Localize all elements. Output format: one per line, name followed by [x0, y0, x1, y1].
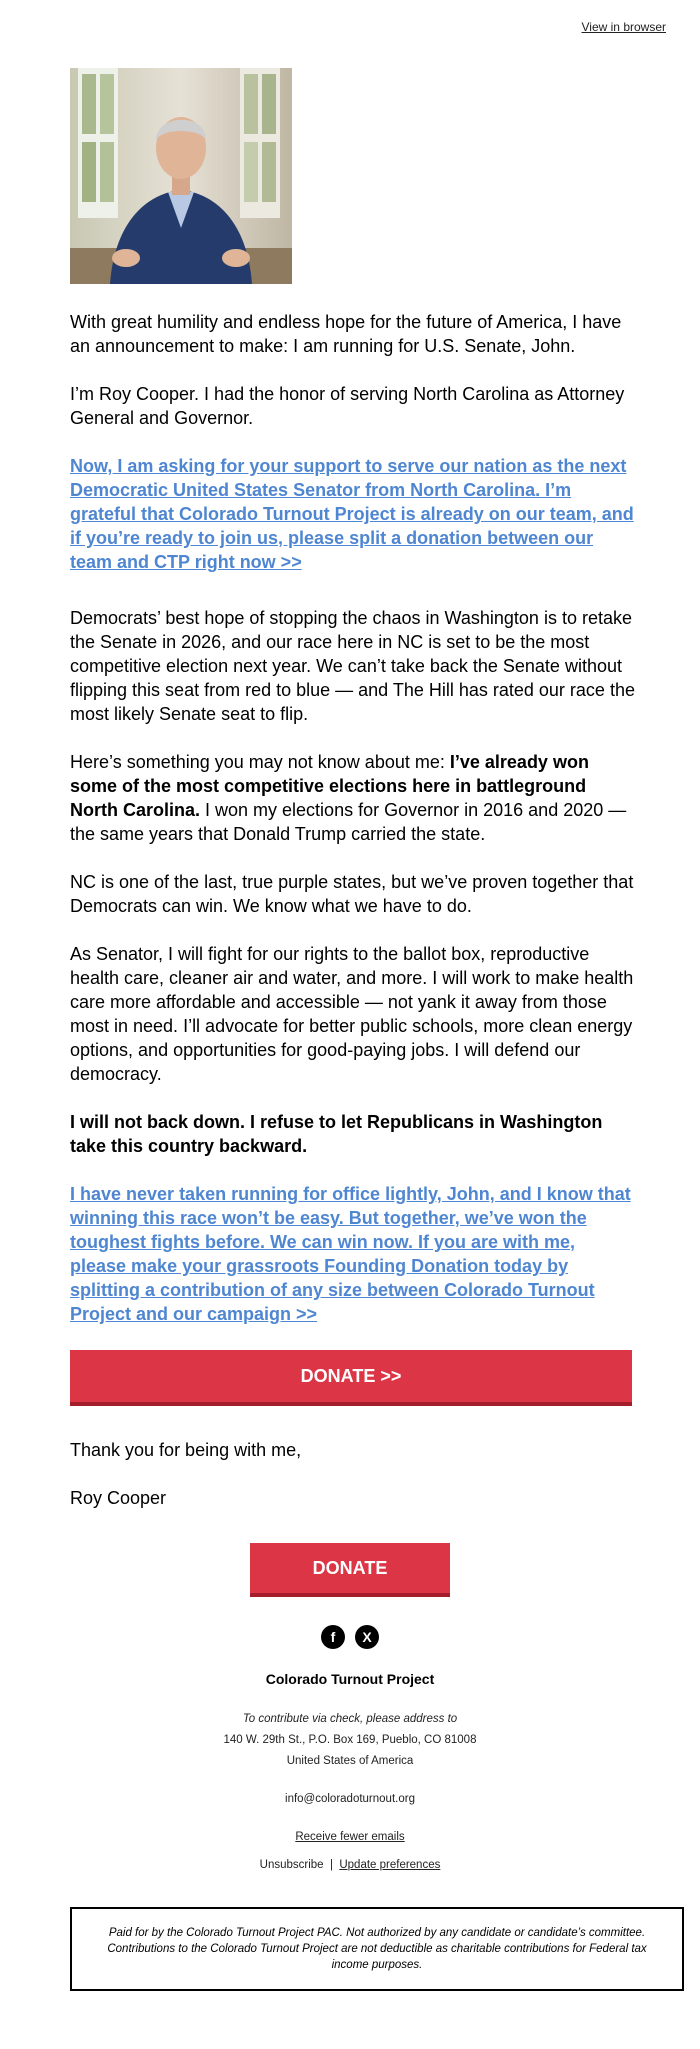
x-twitter-icon[interactable]: X [355, 1625, 379, 1649]
email-body [70, 310, 636, 1534]
candidate-photo [70, 68, 292, 284]
separator: | [329, 1859, 333, 1871]
donation-link-1[interactable]: Now, I am asking for your support to serve our nation as the next Democratic United States Senator from North Carolina. I’m grateful that Colorado Turnout Project is already on our team, and if you’re ready to join us, please split a donation between our team and CTP right now >> [70, 456, 634, 572]
unsubscribe-link[interactable]: Unsubscribe [259, 1859, 324, 1871]
paragraph: Democrats’ best hope of stopping the chaos in Washington is to retake the Senate in 2026, and our race here in NC is set to be the most competitive election next year. We can’t take back the Senate without flipping this seat from red to blue — and The Hill has rated our race the most likely Senate seat to flip. [70, 608, 635, 724]
check-note: To contribute via check, please address to [242, 1713, 458, 1725]
closing-text: Thank you for being with me, [70, 1440, 302, 1460]
update-preferences-link[interactable]: Update preferences [339, 1859, 441, 1871]
disclaimer-text: Paid for by the Colorado Turnout Project PAC. Not authorized by any candidate or candidate’s committee. Contributions to the Colorado Turnout Project are not deductible as charitable contributions for Federal tax income purposes. [107, 1927, 647, 1971]
donate-button-large[interactable]: DONATE >> [70, 1350, 632, 1406]
paragraph: As Senator, I will fight for our rights to the ballot box, reproductive health care, cleaner air and water, and more. I will work to make health care more affordable and accessible — not yank it away from those most in need. I’ll advocate for better public schools, more clean energy options, and opportunities for good-paying jobs. I will defend our democracy. [70, 944, 634, 1084]
facebook-icon[interactable]: f [321, 1625, 345, 1649]
paragraph: I’m Roy Cooper. I had the honor of serving North Carolina as Attorney General and Governor. [70, 384, 625, 428]
donate-button-small[interactable]: DONATE [250, 1543, 450, 1597]
paragraph: With great humility and endless hope for the future of America, I have an announcement to make: I am running for U.S. Senate, John. [70, 312, 622, 356]
legal-disclaimer [70, 1907, 684, 1991]
paragraph: NC is one of the last, true purple states, but we’ve proven together that Democrats can win. We know what we have to do. [70, 872, 634, 916]
social-links [0, 1625, 700, 1649]
email-footer [0, 1543, 700, 1876]
paragraph-text: I won my elections for Governor in 2016 and 2020 — the same years that Donald Trump carried the state. [70, 800, 627, 844]
view-in-browser-link[interactable]: View in browser [581, 20, 666, 34]
receive-fewer-emails-link[interactable]: Receive fewer emails [295, 1831, 405, 1843]
paragraph-bold: I will not back down. I refuse to let Republicans in Washington take this country backward. [70, 1112, 603, 1156]
paragraph [70, 750, 636, 846]
contact-email[interactable]: info@coloradoturnout.org [285, 1793, 415, 1805]
address-line: 140 W. 29th St., P.O. Box 169, Pueblo, CO 81008 [223, 1734, 477, 1746]
signature: Roy Cooper [70, 1488, 167, 1508]
paragraph-bold-text: I’ve already won some of the most competitive elections here in battleground North Carolina. [70, 752, 589, 820]
organization-name: Colorado Turnout Project [265, 1671, 435, 1687]
mailing-address [0, 1709, 700, 1772]
unsubscribe-row [0, 1855, 700, 1876]
donation-link-2[interactable]: I have never taken running for office lightly, John, and I know that winning this race won’t be easy. But together, we’ve won the toughest fights before. We can win now. If you are with me, please make your grassroots Founding Donation today by splitting a contribution of any size between Colorado Turnout Project and our campaign >> [70, 1184, 631, 1324]
country: United States of America [286, 1755, 414, 1767]
paragraph-text: Here’s something you may not know about me: [70, 752, 450, 772]
